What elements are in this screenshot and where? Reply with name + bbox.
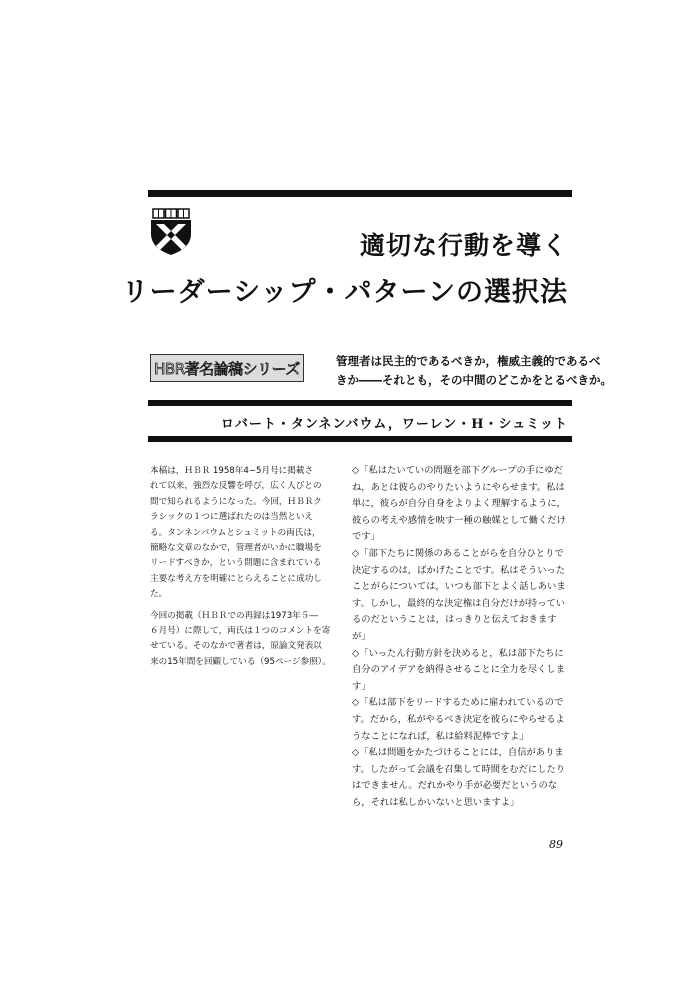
quote-line: 彼らの考えや感情を映す一種の触媒として働くだけ [352,514,566,526]
quote-line: はできません。だれかやり手が必要だというのな [352,780,558,792]
quote-line: ◇「私はたいていの問題を部下グループの手にゆだ [352,465,563,476]
intro-line: せている。そのなかで著者は，原論文発表以 [150,641,322,652]
lead-line: 管理者は民主的であるべきか，権威主義的であるべ [336,354,601,368]
title-line-2: リーダーシップ・パターンの選択法 [121,277,568,308]
quote-line: す。したがって会議を召集して時間をむだにしたり [352,763,566,775]
quote-line: 決定するのは，ばかげたことです。私はそういった [352,564,566,576]
quote-line: ら，それは私しかいないと思いますよ」 [352,796,520,808]
intro-line: 間で知られるようになった。今回，ＨＢＲク [150,496,322,507]
harvard-shield-icon [148,206,194,256]
author-rule-top [148,400,572,406]
quote-line: ◇「いったん行動方針を決めると，私は部下たちに [352,647,564,659]
quote-line: ことがらについては，いつも部下とよく話しあいま [352,581,566,593]
author-rule-bottom [148,436,572,442]
intro-line: た。 [150,589,168,600]
intro-line: 来の15年間を回顧している（95ページ参照）。 [150,656,331,667]
quote-line: ◇「私は問題をかたづけることには，自信がありま [352,747,564,759]
series-label: HBR著名論稿シリーズ [150,354,304,382]
quote-line: ね，あとは彼らのやりたいようにやらせます。私は [352,481,565,493]
quote-line: ◇「私は部下をリードするために雇われているので [352,697,564,709]
authors: ロバート・タンネンバウム，ワーレン・H・シュミット [220,417,568,432]
quote-line: ◇「部下たちに関係のあることがらを自分ひとりで [352,547,564,559]
quote-line: 単に，彼らが自分自身をよりよく理解するように， [352,498,566,510]
lead-text [336,352,612,390]
intro-line: 今回の掲載（ＨＢＲでの再録は1973年５― [150,610,318,621]
quote-line: うなことになれば，私は給料泥棒ですよ」 [352,730,529,742]
quote-line: が」 [352,630,371,642]
quote-line: す。だから，私がやるべき決定を彼らにやらせるよ [352,713,565,725]
intro-line: 主要な考え方を明確にとらえることに成功し [150,573,322,584]
title-line-1: 適切な行動を導く [359,231,568,260]
intro-line: 本稿は，ＨＢＲ 1958年4−5月号に掲載さ [150,466,314,476]
intro-line: 簡略な文章のなかで，管理者がいかに職場を [150,543,322,554]
intro-column [150,464,335,670]
quote-line: す」 [352,680,371,692]
intro-line: リードすべきか，という問題に含まれている [150,558,322,569]
page-number: 89 [549,838,563,851]
top-rule [148,190,572,197]
quotes-column [352,463,572,811]
quote-line: 自分のアイデアを納得させることに全力を尽くしま [352,664,565,676]
quote-line: るのだということは，はっきりと伝えておきます [352,614,557,626]
quote-line: す。しかし，最終的な決定権は自分だけが持ってい [352,597,566,609]
intro-line: る。タンネンバウムとシュミットの両氏は， [150,527,321,538]
intro-line: ６月号）に際して，両氏は１つのコメントを寄 [150,626,331,637]
quote-line: です」 [352,531,380,543]
lead-line: きか――それとも，その中間のどこかをとるべきか。 [336,373,612,387]
intro-line: れて以来，強烈な反響を呼び，広く人びとの [150,481,322,492]
intro-line: ラシックの１つに選ばれたのは当然といえ [150,512,314,523]
